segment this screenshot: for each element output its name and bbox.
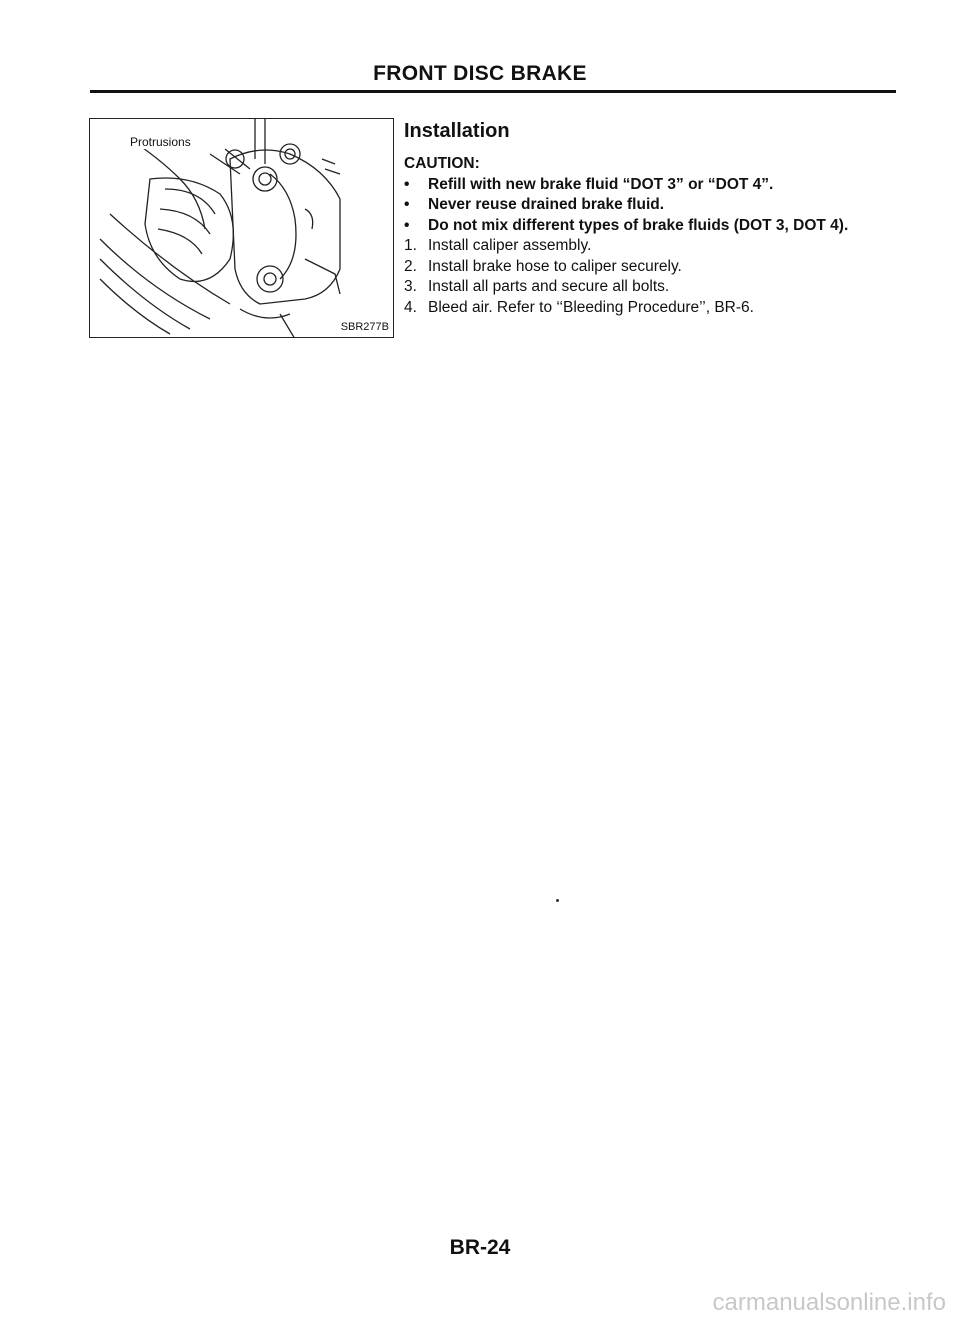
figure-label: Protrusions [130, 135, 191, 149]
page-header-title: FRONT DISC BRAKE [373, 62, 587, 85]
installation-section [404, 118, 904, 318]
caution-bullet: • Refill with new brake fluid “DOT 3” or “DOT 4”. [404, 175, 904, 196]
step-item: 1. Install caliper assembly. [404, 237, 592, 254]
watermark: carmanualsonline.info [712, 1289, 946, 1316]
caution-bullet: • Never reuse drained brake fluid. [404, 195, 904, 216]
bullet-icon: • [404, 216, 410, 234]
figure-code: SBR277B [340, 321, 389, 333]
header-rule [90, 90, 896, 93]
scan-speck [556, 899, 559, 902]
step-item: 3. Install all parts and secure all bolts. [404, 278, 670, 295]
page-number: BR-24 [449, 1236, 511, 1259]
bullet-icon: • [404, 175, 410, 193]
caliper-illustration [89, 118, 394, 338]
step-item: 4. Bleed air. Refer to ‘‘Bleeding Procedure’’, BR-6. [404, 298, 754, 316]
bullet-icon: • [404, 196, 410, 213]
caution-bullet: • Do not mix different types of brake fluids (DOT 3, DOT 4). [404, 216, 904, 237]
section-heading: Installation [404, 120, 510, 142]
caliper-drawing [90, 119, 394, 338]
step-item: 2. Install brake hose to caliper securely. [404, 257, 682, 275]
caution-label: CAUTION: [404, 155, 480, 172]
